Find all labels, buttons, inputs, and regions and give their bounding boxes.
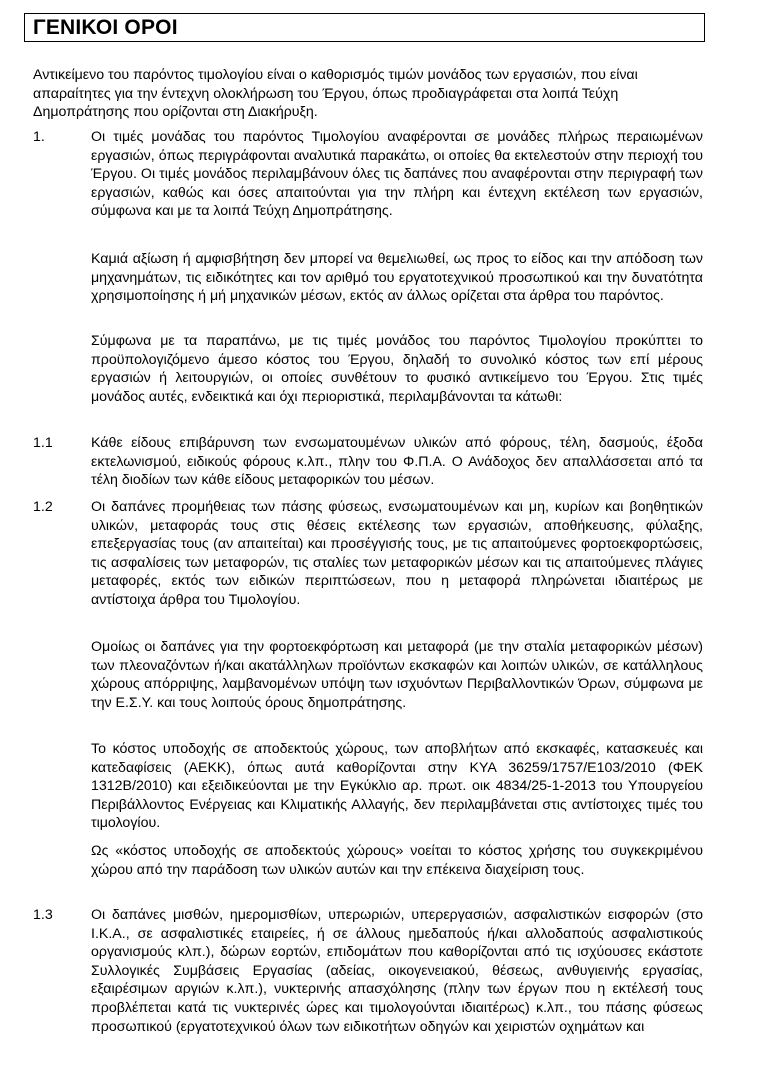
section-1-2-paragraph-3: Το κόστος υποδοχής σε αποδεκτούς χώρους, των αποβλήτων από εκσκαφές, κατασκευές και κατεδαφίσεις (ΑΕΚΚ), όπως αυτά καθορίζονται στην ΚΥΑ 36259/1757/Ε103/2010 (ΦΕΚ 1312Β/2010) και εξειδικεύονται με την Εγκύκλιο αρ. πρωτ. οικ 4834/25-1-2013 του Υπουργείου Περιβάλλοντος Ενέργειας και Κλιματικής Αλλαγής, δεν περιλαμβάνεται στις αντίστοιχες τιμές του τιμολογίου. <box>91 741 703 832</box>
section-1-paragraph-1: Οι τιμές μονάδας του παρόντος Τιμολογίου αναφέρονται σε μονάδες πλήρως περαιωμένων εργασιών, όπως περιγράφονται αναλυτικά παρακάτω, οι οποίες θα εκτελεστούν στην περιοχή του Έργου. Οι τιμές μονάδος περιλαμβάνουν όλες τις δαπάνες που αναφέρονται στην περιγραφή των εργασιών, καθώς και όσες απαιτούνται για την πλήρη και έντεχνη εκτέλεση των εργασιών, σύμφωνα και με τα λοιπά Τεύχη Δημοπράτησης. <box>91 129 703 220</box>
section-1-2-paragraph-1: Οι δαπάνες προμήθειας των πάσης φύσεως, ενσωματουμένων και μη, κυρίων και βοηθητικών υλικών, μεταφοράς τους στις θέσεις εκτέλεσης των εργασιών, αποθήκευσης, φύλαξης, επεξεργασίας τους (αν απαιτείται) και προσέγγισής τους, με τις απαιτούμενες φορτοεκφορτώσεις, τις ασφαλίσεις των μεταφορών, τις σταλίες των μεταφορικών μέσων και τις απαιτούμενες πλάγιες μεταφορές, εκτός των ειδικών περιπτώσεων, που η μεταφορά πληρώνεται ιδιαιτέρως με αντίστοιχα άρθρα του Τιμολογίου. <box>91 499 703 608</box>
section-1-2-paragraph-2: Ομοίως οι δαπάνες για την φορτοεκφόρτωση και μεταφορά (με την σταλία μεταφορικών μέσων) των πλεοναζόντων ή/και ακατάλληλων προϊόντων εκσκαφών και λοιπών υλικών, σε κατάλληλους χώρους απόρριψης, λαμβανομένων υπόψη των ισχυόντων Περιβαλλοντικών Όρων, σύμφωνα με την Ε.Σ.Υ. και τους λοιπούς όρους δημοπράτησης. <box>91 639 703 711</box>
section-1-2-paragraph-4: Ως «κόστος υποδοχής σε αποδεκτούς χώρους» νοείται το κόστος χρήσης του συγκεκριμένου χώρου από την παράδοση των υλικών αυτών και την επέκεινα διαχείριση τους. <box>91 843 703 878</box>
section-number: 1.2 <box>33 499 53 515</box>
section-1-paragraph-3: Σύμφωνα με τα παραπάνω, με τις τιμές μονάδος του παρόντος Τιμολογίου προκύπτει το προϋπολογιζόμενο άμεσο κόστος του Έργου, δηλαδή το συνολικό κόστος των επί μέρους εργασιών ή λειτουργιών, οι οποίες συνθέτουν το φυσικό αντικείμενο του Έργου. Στις τιμές μονάδος αυτές, ενδεικτικά και όχι περιοριστικά, περιλαμβάνονται τα κάτωθι: <box>91 333 703 405</box>
section-1-1-paragraph-1: Κάθε είδους επιβάρυνση των ενσωματουμένων υλικών από φόρους, τέλη, δασμούς, έξοδα εκτελωνισμού, ειδικούς φόρους κ.λπ., πλην του Φ.Π.Α. Ο Ανάδοχος δεν απαλλάσσεται από τα τέλη διοδίων των κάθε είδους μεταφορικών του μέσων. <box>91 435 703 489</box>
section-1-paragraph-2: Καμιά αξίωση ή αμφισβήτηση δεν μπορεί να θεμελιωθεί, ως προς το είδος και την απόδοση των μηχανημάτων, τις ειδικότητες και τον αριθμό του εργατοτεχνικού προσωπικού και την δυνατότητα χρησιμοποίησης ή μή μηχανικών μέσων, εκτός αν άλλως ορίζεται στα άρθρα του παρόντος. <box>91 251 703 305</box>
section-1-3-paragraph-1: Οι δαπάνες μισθών, ημερομισθίων, υπερωριών, υπερεργασιών, ασφαλιστικών εισφορών (στο Ι.Κ.Α., σε ασφαλιστικές εταιρείες, ή σε άλλους ημεδαπούς ή/και αλλοδαπούς ασφαλιστικούς οργανισμούς κλπ.), δώρων εορτών, επιδομάτων που καθορίζονται από τις ισχύουσες εκάστοτε Συλλογικές Συμβάσεις Εργασίας (αδείας, οικογενειακού, θέσεως, ανθυγιεινής εργασίας, εξαιρέσιμων αργιών κ.λπ.), νυκτερινής απασχόλησης (πλην των έργων που η εκτέλεσή τους προβλέπεται κατά τις νυκτερινές ώρες και τιμολογούνται ιδιαιτέρως) κ.λπ., του πάσης φύσεως προσωπικού (εργατοτεχνικού όλων των ειδικοτήτων οδηγών και χειριστών οχημάτων και <box>91 907 703 1035</box>
section-number: 1.1 <box>33 435 53 451</box>
section-title: ΓΕΝΙΚΟΙ ΟΡΟΙ <box>33 15 178 39</box>
section-title-box <box>24 13 705 42</box>
section-number: 1. <box>33 129 45 145</box>
section-number: 1.3 <box>33 907 53 923</box>
intro-paragraph: Αντικείμενο του παρόντος τιμολογίου είναι ο καθορισμός τιμών μονάδος των εργασιών, που είναι απαραίτητες για την έντεχνη ολοκλήρωση του Έργου, όπως προδιαγράφεται στα λοιπά Τεύχη Δημοπράτησης που ορίζονται στη Διακήρυξη. <box>33 67 638 121</box>
